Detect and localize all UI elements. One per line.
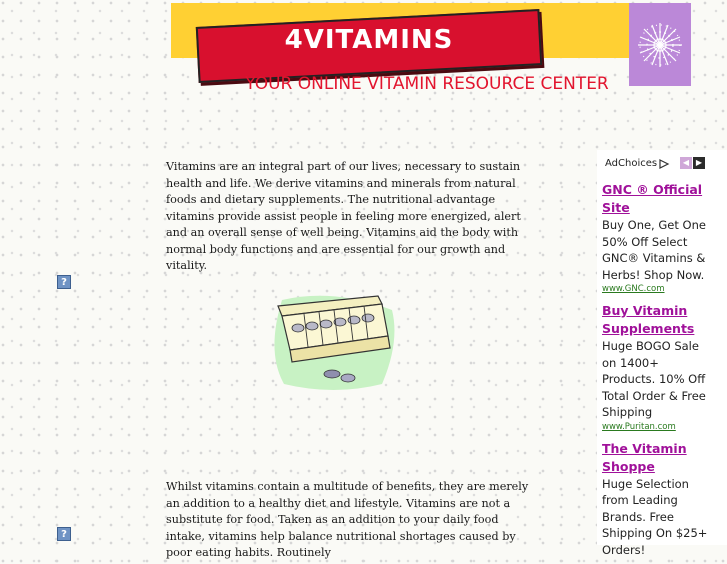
ad-body: Huge Selection from Leading Brands. Free Shipping On $25+ Orders! [602, 476, 708, 557]
site-tagline: YOUR ONLINE VITAMIN RESOURCE CENTER [245, 74, 609, 94]
starburst-art [629, 3, 691, 86]
ad-panel [597, 150, 727, 557]
ad-body: Buy One, Get One 50% Off Select GNC® Vitamins & Herbs! Shop Now. [602, 218, 706, 282]
ad-next-arrow-icon[interactable]: ▶ [693, 157, 705, 169]
ad-item [602, 440, 708, 559]
second-paragraph: Whilst vitamins contain a multitude of benefits, they are merely an addition to a healthy diet and lifestyle. Vitamins are not a substitute for food. Taken as an addition to your daily food intake, vitamins help balance nutritional shortages caused by poor eating habits. Routinely [166, 480, 529, 559]
intro-paragraph: Vitamins are an integral part of our lives, necessary to sustain health and life. We derive vitamins and minerals from natural foods and dietary supplements. The nutritional advantage vitamins provide assist people in feeling more energized, alert and an overall sense of well being. Vitamins aid the body with normal body functions and are essential for our growth and vitality. [166, 160, 521, 272]
ad-title-link[interactable]: The Vitamin Shoppe [602, 440, 687, 474]
ad-title-link[interactable]: GNC ® Official Site [602, 182, 703, 215]
ad-url-link[interactable]: www.Puritan.com [602, 421, 676, 432]
adchoices-link[interactable] [605, 158, 669, 169]
adchoices-label[interactable]: AdChoices [605, 158, 658, 169]
ad-body: Huge BOGO Sale on 1400+ Products. 10% Off Total Order & Free Shipping [602, 339, 706, 419]
ad-prev-arrow-icon[interactable]: ◀ [680, 157, 692, 169]
site-logo[interactable]: 4VITAMINS [284, 25, 454, 55]
pill-organizer-icon [264, 292, 399, 397]
ad-item [602, 181, 708, 296]
adchoices-icon[interactable] [659, 159, 669, 169]
help-icon[interactable]: ? [57, 275, 71, 289]
ad-item [602, 302, 708, 434]
starburst-icon [631, 16, 689, 74]
help-icon[interactable]: ? [57, 527, 71, 541]
ad-url-link[interactable]: www.GNC.com [602, 284, 665, 294]
pill-organizer-image [264, 292, 399, 401]
ad-list [602, 181, 708, 564]
ad-nav [680, 157, 705, 169]
ad-title-link[interactable]: Buy Vitamin Supplements [602, 303, 695, 336]
